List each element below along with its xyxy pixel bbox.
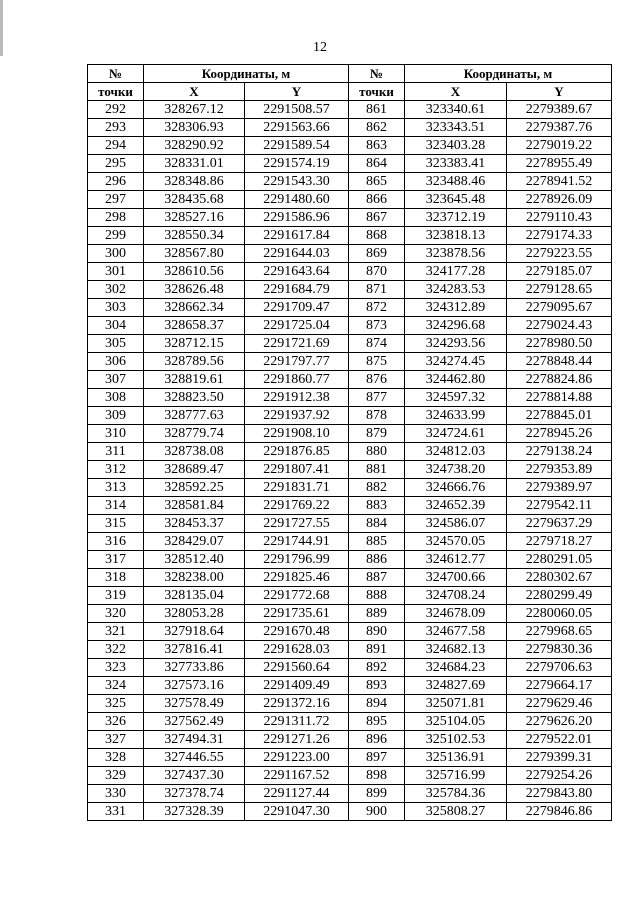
x-right: 324666.76: [405, 479, 507, 497]
table-row: [88, 281, 612, 299]
x-left: 328429.07: [144, 533, 245, 551]
y-left: 2291721.69: [245, 335, 349, 353]
y-right: 2279399.31: [507, 749, 612, 767]
table-row: [88, 551, 612, 569]
point-number-right: 865: [349, 173, 405, 191]
table-row: [88, 407, 612, 425]
header-y-left: Y: [245, 83, 349, 101]
x-left: 328592.25: [144, 479, 245, 497]
y-right: 2279174.33: [507, 227, 612, 245]
point-number-left: 311: [88, 443, 144, 461]
y-left: 2291908.10: [245, 425, 349, 443]
point-number-left: 309: [88, 407, 144, 425]
x-left: 328306.93: [144, 119, 245, 137]
x-right: 324700.66: [405, 569, 507, 587]
x-left: 328610.56: [144, 263, 245, 281]
table-row: [88, 569, 612, 587]
x-left: 327573.16: [144, 677, 245, 695]
table-row: [88, 533, 612, 551]
x-right: 324652.39: [405, 497, 507, 515]
point-number-right: 884: [349, 515, 405, 533]
point-number-left: 319: [88, 587, 144, 605]
point-number-right: 896: [349, 731, 405, 749]
table-row: [88, 317, 612, 335]
point-number-right: 875: [349, 353, 405, 371]
table-row: [88, 137, 612, 155]
x-right: 325716.99: [405, 767, 507, 785]
table-row: [88, 389, 612, 407]
table-row: [88, 119, 612, 137]
x-right: 324724.61: [405, 425, 507, 443]
x-right: 324274.45: [405, 353, 507, 371]
table-row: [88, 713, 612, 731]
y-right: 2279706.63: [507, 659, 612, 677]
x-right: 323383.41: [405, 155, 507, 173]
x-left: 328290.92: [144, 137, 245, 155]
table-row: [88, 461, 612, 479]
point-number-right: 882: [349, 479, 405, 497]
point-number-right: 897: [349, 749, 405, 767]
point-number-left: 327: [88, 731, 144, 749]
point-number-right: 879: [349, 425, 405, 443]
x-left: 327562.49: [144, 713, 245, 731]
point-number-left: 295: [88, 155, 144, 173]
y-right: 2279542.11: [507, 497, 612, 515]
table-row: [88, 173, 612, 191]
table-row: [88, 191, 612, 209]
x-left: 328658.37: [144, 317, 245, 335]
point-number-right: 866: [349, 191, 405, 209]
point-number-right: 888: [349, 587, 405, 605]
y-right: 2279968.65: [507, 623, 612, 641]
y-left: 2291271.26: [245, 731, 349, 749]
point-number-left: 297: [88, 191, 144, 209]
table-row: [88, 659, 612, 677]
y-right: 2278955.49: [507, 155, 612, 173]
point-number-left: 303: [88, 299, 144, 317]
table-row: [88, 155, 612, 173]
y-right: 2279095.67: [507, 299, 612, 317]
point-number-right: 889: [349, 605, 405, 623]
header-num-right: №: [349, 65, 405, 83]
table-row: [88, 641, 612, 659]
y-right: 2279718.27: [507, 533, 612, 551]
y-left: 2291409.49: [245, 677, 349, 695]
table-row: [88, 371, 612, 389]
x-left: 327446.55: [144, 749, 245, 767]
x-left: 328453.37: [144, 515, 245, 533]
y-right: 2279626.20: [507, 713, 612, 731]
point-number-left: 304: [88, 317, 144, 335]
point-number-left: 292: [88, 101, 144, 119]
point-number-left: 301: [88, 263, 144, 281]
y-left: 2291586.96: [245, 209, 349, 227]
point-number-right: 883: [349, 497, 405, 515]
point-number-right: 868: [349, 227, 405, 245]
y-left: 2291643.64: [245, 263, 349, 281]
x-left: 327494.31: [144, 731, 245, 749]
header-x-right: X: [405, 83, 507, 101]
y-left: 2291563.66: [245, 119, 349, 137]
x-left: 328512.40: [144, 551, 245, 569]
header-x-left: X: [144, 83, 245, 101]
x-right: 324708.24: [405, 587, 507, 605]
y-left: 2291807.41: [245, 461, 349, 479]
point-number-right: 900: [349, 803, 405, 821]
x-left: 328777.63: [144, 407, 245, 425]
point-number-right: 876: [349, 371, 405, 389]
x-left: 327816.41: [144, 641, 245, 659]
y-left: 2291047.30: [245, 803, 349, 821]
page-number: 12: [313, 40, 327, 55]
y-right: 2279846.86: [507, 803, 612, 821]
y-left: 2291735.61: [245, 605, 349, 623]
x-left: 328689.47: [144, 461, 245, 479]
table-row: [88, 785, 612, 803]
point-number-right: 874: [349, 335, 405, 353]
table-row: [88, 353, 612, 371]
x-left: 327378.74: [144, 785, 245, 803]
y-left: 2291543.30: [245, 173, 349, 191]
point-number-left: 324: [88, 677, 144, 695]
y-right: 2279389.67: [507, 101, 612, 119]
point-number-left: 321: [88, 623, 144, 641]
x-right: 323645.48: [405, 191, 507, 209]
point-number-left: 313: [88, 479, 144, 497]
point-number-right: 891: [349, 641, 405, 659]
y-right: 2279637.29: [507, 515, 612, 533]
y-right: 2279110.43: [507, 209, 612, 227]
x-left: 328779.74: [144, 425, 245, 443]
point-number-left: 307: [88, 371, 144, 389]
point-number-left: 318: [88, 569, 144, 587]
x-right: 324293.56: [405, 335, 507, 353]
header-num-sub-right: точки: [349, 83, 405, 101]
point-number-right: 890: [349, 623, 405, 641]
x-right: 324612.77: [405, 551, 507, 569]
y-left: 2291508.57: [245, 101, 349, 119]
point-number-right: 862: [349, 119, 405, 137]
x-left: 327918.64: [144, 623, 245, 641]
y-right: 2279830.36: [507, 641, 612, 659]
point-number-left: 329: [88, 767, 144, 785]
y-left: 2291560.64: [245, 659, 349, 677]
y-left: 2291876.85: [245, 443, 349, 461]
point-number-left: 312: [88, 461, 144, 479]
y-right: 2278926.09: [507, 191, 612, 209]
header-num-left: №: [88, 65, 144, 83]
point-number-right: 864: [349, 155, 405, 173]
x-left: 328435.68: [144, 191, 245, 209]
point-number-right: 892: [349, 659, 405, 677]
table-row: [88, 767, 612, 785]
table-row: [88, 425, 612, 443]
table-row: [88, 677, 612, 695]
point-number-right: 867: [349, 209, 405, 227]
y-right: 2278980.50: [507, 335, 612, 353]
y-left: 2291628.03: [245, 641, 349, 659]
x-right: 324586.07: [405, 515, 507, 533]
point-number-left: 325: [88, 695, 144, 713]
x-left: 328135.04: [144, 587, 245, 605]
x-right: 323340.61: [405, 101, 507, 119]
point-number-left: 317: [88, 551, 144, 569]
x-right: 325102.53: [405, 731, 507, 749]
coordinates-table: [87, 64, 612, 821]
point-number-right: 869: [349, 245, 405, 263]
point-number-left: 308: [88, 389, 144, 407]
point-number-left: 326: [88, 713, 144, 731]
y-right: 2278848.44: [507, 353, 612, 371]
x-right: 324312.89: [405, 299, 507, 317]
table-row: [88, 209, 612, 227]
point-number-right: 886: [349, 551, 405, 569]
y-right: 2278945.26: [507, 425, 612, 443]
x-left: 328053.28: [144, 605, 245, 623]
x-right: 324633.99: [405, 407, 507, 425]
point-number-right: 872: [349, 299, 405, 317]
y-right: 2278824.86: [507, 371, 612, 389]
x-right: 324677.58: [405, 623, 507, 641]
point-number-right: 870: [349, 263, 405, 281]
x-left: 328662.34: [144, 299, 245, 317]
point-number-left: 330: [88, 785, 144, 803]
y-right: 2278814.88: [507, 389, 612, 407]
table-row: [88, 497, 612, 515]
y-right: 2279223.55: [507, 245, 612, 263]
y-left: 2291223.00: [245, 749, 349, 767]
y-right: 2279353.89: [507, 461, 612, 479]
point-number-left: 298: [88, 209, 144, 227]
header-coords-right: Координаты, м: [405, 65, 612, 83]
point-number-right: 899: [349, 785, 405, 803]
y-left: 2291725.04: [245, 317, 349, 335]
y-right: 2280060.05: [507, 605, 612, 623]
x-right: 324177.28: [405, 263, 507, 281]
table-body: [88, 101, 612, 821]
point-number-left: 323: [88, 659, 144, 677]
point-number-right: 898: [349, 767, 405, 785]
x-left: 328626.48: [144, 281, 245, 299]
y-right: 2279522.01: [507, 731, 612, 749]
point-number-left: 315: [88, 515, 144, 533]
x-right: 324812.03: [405, 443, 507, 461]
x-right: 323818.13: [405, 227, 507, 245]
x-left: 328581.84: [144, 497, 245, 515]
y-left: 2291727.55: [245, 515, 349, 533]
header-coords-left: Координаты, м: [144, 65, 349, 83]
point-number-right: 871: [349, 281, 405, 299]
point-number-right: 894: [349, 695, 405, 713]
table-row: [88, 515, 612, 533]
header-y-right: Y: [507, 83, 612, 101]
x-left: 328331.01: [144, 155, 245, 173]
table-row: [88, 731, 612, 749]
y-left: 2291311.72: [245, 713, 349, 731]
y-right: 2279629.46: [507, 695, 612, 713]
point-number-right: 895: [349, 713, 405, 731]
y-left: 2291796.99: [245, 551, 349, 569]
point-number-left: 322: [88, 641, 144, 659]
x-left: 328712.15: [144, 335, 245, 353]
x-left: 328238.00: [144, 569, 245, 587]
y-left: 2291937.92: [245, 407, 349, 425]
x-right: 323403.28: [405, 137, 507, 155]
y-left: 2291127.44: [245, 785, 349, 803]
point-number-right: 893: [349, 677, 405, 695]
y-right: 2279024.43: [507, 317, 612, 335]
point-number-left: 302: [88, 281, 144, 299]
y-right: 2279389.97: [507, 479, 612, 497]
y-left: 2291709.47: [245, 299, 349, 317]
x-right: 324570.05: [405, 533, 507, 551]
y-left: 2291684.79: [245, 281, 349, 299]
x-right: 324283.53: [405, 281, 507, 299]
y-left: 2291644.03: [245, 245, 349, 263]
point-number-right: 880: [349, 443, 405, 461]
table-row: [88, 101, 612, 119]
table-row: [88, 479, 612, 497]
x-right: 324597.32: [405, 389, 507, 407]
x-left: 328267.12: [144, 101, 245, 119]
y-left: 2291372.16: [245, 695, 349, 713]
point-number-left: 316: [88, 533, 144, 551]
header-num-sub-left: точки: [88, 83, 144, 101]
x-right: 324296.68: [405, 317, 507, 335]
point-number-left: 314: [88, 497, 144, 515]
y-left: 2291860.77: [245, 371, 349, 389]
table-row: [88, 227, 612, 245]
x-right: 324827.69: [405, 677, 507, 695]
table-row: [88, 803, 612, 821]
table-row: [88, 749, 612, 767]
y-left: 2291831.71: [245, 479, 349, 497]
x-right: 325808.27: [405, 803, 507, 821]
y-right: 2278941.52: [507, 173, 612, 191]
y-left: 2291589.54: [245, 137, 349, 155]
x-right: 325104.05: [405, 713, 507, 731]
point-number-left: 296: [88, 173, 144, 191]
point-number-right: 877: [349, 389, 405, 407]
y-right: 2279664.17: [507, 677, 612, 695]
x-right: 325071.81: [405, 695, 507, 713]
x-left: 328738.08: [144, 443, 245, 461]
y-left: 2291912.38: [245, 389, 349, 407]
point-number-left: 293: [88, 119, 144, 137]
table-row: [88, 443, 612, 461]
x-left: 327578.49: [144, 695, 245, 713]
point-number-left: 294: [88, 137, 144, 155]
y-left: 2291797.77: [245, 353, 349, 371]
y-right: 2279387.76: [507, 119, 612, 137]
y-left: 2291167.52: [245, 767, 349, 785]
x-right: 323712.19: [405, 209, 507, 227]
y-left: 2291769.22: [245, 497, 349, 515]
x-left: 328348.86: [144, 173, 245, 191]
y-left: 2291744.91: [245, 533, 349, 551]
y-left: 2291772.68: [245, 587, 349, 605]
point-number-left: 306: [88, 353, 144, 371]
table-row: [88, 263, 612, 281]
table-row: [88, 695, 612, 713]
x-left: 328823.50: [144, 389, 245, 407]
y-right: 2279138.24: [507, 443, 612, 461]
point-number-right: 861: [349, 101, 405, 119]
point-number-left: 328: [88, 749, 144, 767]
y-right: 2280299.49: [507, 587, 612, 605]
x-right: 324678.09: [405, 605, 507, 623]
y-right: 2280291.05: [507, 551, 612, 569]
x-left: 327733.86: [144, 659, 245, 677]
y-right: 2279185.07: [507, 263, 612, 281]
x-left: 328550.34: [144, 227, 245, 245]
x-right: 324738.20: [405, 461, 507, 479]
table-row: [88, 299, 612, 317]
point-number-right: 885: [349, 533, 405, 551]
y-left: 2291825.46: [245, 569, 349, 587]
point-number-left: 331: [88, 803, 144, 821]
x-right: 323343.51: [405, 119, 507, 137]
table-row: [88, 623, 612, 641]
y-right: 2279128.65: [507, 281, 612, 299]
point-number-left: 300: [88, 245, 144, 263]
y-right: 2280302.67: [507, 569, 612, 587]
x-right: 325784.36: [405, 785, 507, 803]
point-number-right: 873: [349, 317, 405, 335]
point-number-right: 887: [349, 569, 405, 587]
table-row: [88, 245, 612, 263]
x-left: 328527.16: [144, 209, 245, 227]
y-left: 2291670.48: [245, 623, 349, 641]
y-left: 2291574.19: [245, 155, 349, 173]
y-right: 2278845.01: [507, 407, 612, 425]
table-row: [88, 587, 612, 605]
y-right: 2279019.22: [507, 137, 612, 155]
point-number-left: 305: [88, 335, 144, 353]
point-number-left: 310: [88, 425, 144, 443]
point-number-right: 863: [349, 137, 405, 155]
y-left: 2291617.84: [245, 227, 349, 245]
y-right: 2279843.80: [507, 785, 612, 803]
point-number-right: 881: [349, 461, 405, 479]
y-right: 2279254.26: [507, 767, 612, 785]
x-right: 323488.46: [405, 173, 507, 191]
table-row: [88, 335, 612, 353]
x-right: 324682.13: [405, 641, 507, 659]
x-left: 328819.61: [144, 371, 245, 389]
point-number-right: 878: [349, 407, 405, 425]
x-right: 325136.91: [405, 749, 507, 767]
y-left: 2291480.60: [245, 191, 349, 209]
point-number-left: 299: [88, 227, 144, 245]
table-row: [88, 605, 612, 623]
x-right: 324462.80: [405, 371, 507, 389]
x-left: 327328.39: [144, 803, 245, 821]
point-number-left: 320: [88, 605, 144, 623]
x-left: 327437.30: [144, 767, 245, 785]
x-left: 328789.56: [144, 353, 245, 371]
x-right: 323878.56: [405, 245, 507, 263]
x-right: 324684.23: [405, 659, 507, 677]
x-left: 328567.80: [144, 245, 245, 263]
